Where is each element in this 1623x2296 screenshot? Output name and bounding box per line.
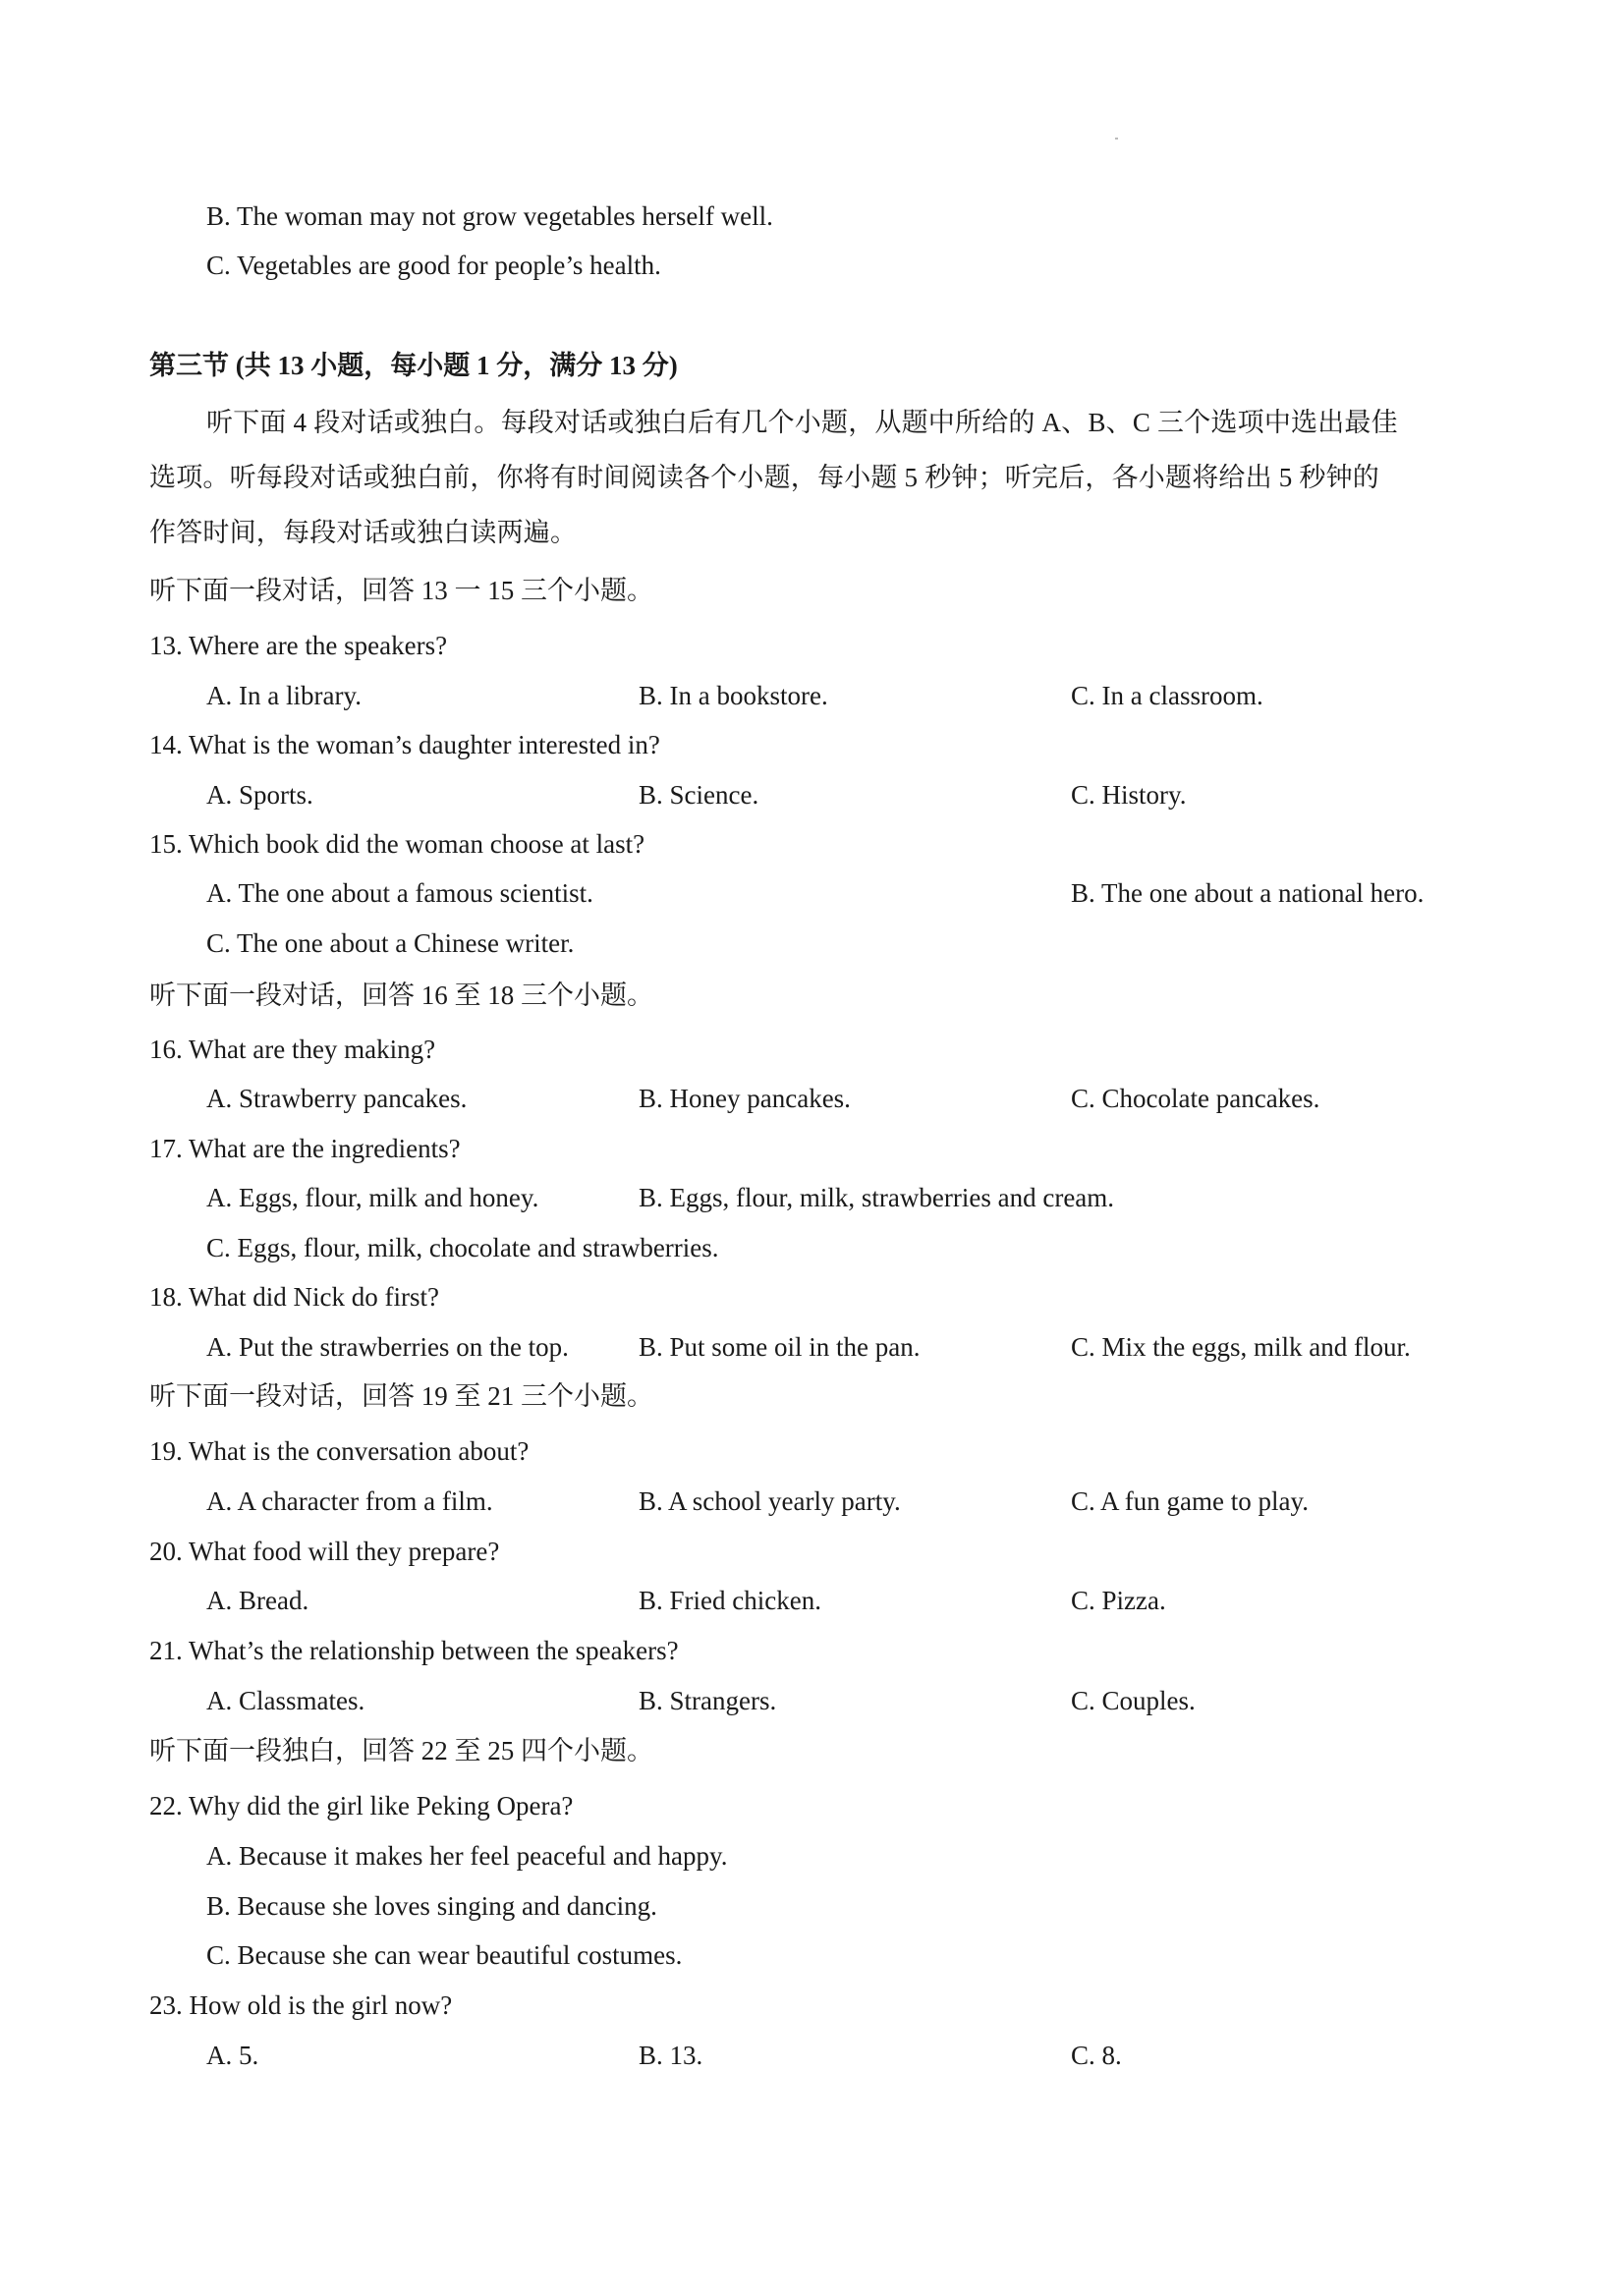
instructions-line-1: 听下面 4 段对话或独白。每段对话或独白后有几个小题，从题中所给的 A、B、C 三个选项中选出最佳	[206, 408, 1398, 437]
question-20-option-c: C. Pizza.	[1071, 1586, 1166, 1615]
instructions-line-3: 作答时间，每段对话或独白读两遍。	[149, 518, 578, 547]
question-17-option-b: B. Eggs, flour, milk, strawberries and cream.	[639, 1183, 1115, 1212]
question-19-option-b: B. A school yearly party.	[639, 1486, 901, 1516]
question-19-option-c: C. A fun game to play.	[1071, 1486, 1309, 1516]
group-intro-16-18: 听下面一段对话，回答 16 至 18 三个小题。	[149, 980, 653, 1010]
question-18-option-c: C. Mix the eggs, milk and flour.	[1071, 1332, 1411, 1362]
question-17-option-a: A. Eggs, flour, milk and honey.	[206, 1183, 539, 1212]
question-16-option-c: C. Chocolate pancakes.	[1071, 1084, 1320, 1113]
question-13-stem: 13. Where are the speakers?	[149, 631, 448, 660]
question-15-option-a: A. The one about a famous scientist.	[206, 878, 593, 908]
question-13-option-b: B. In a bookstore.	[639, 681, 828, 710]
question-14-option-c: C. History.	[1071, 780, 1187, 810]
question-16-stem: 16. What are they making?	[149, 1035, 436, 1064]
question-22-option-b: B. Because she loves singing and dancing.	[206, 1891, 657, 1921]
question-22-option-c: C. Because she can wear beautiful costumes.	[206, 1940, 683, 1970]
question-17-stem: 17. What are the ingredients?	[149, 1134, 461, 1163]
prev-option-b: B. The woman may not grow vegetables herself well.	[206, 201, 773, 231]
question-14-option-a: A. Sports.	[206, 780, 313, 810]
question-18-option-a: A. Put the strawberries on the top.	[206, 1332, 569, 1362]
question-21-option-a: A. Classmates.	[206, 1686, 365, 1715]
question-19-stem: 19. What is the conversation about?	[149, 1436, 530, 1466]
instructions-line-2: 选项。听每段对话或独白前，你将有时间阅读各个小题，每小题 5 秒钟；听完后，各小题将给出 5 秒钟的	[149, 463, 1379, 492]
question-23-option-b: B. 13.	[639, 2041, 703, 2070]
question-15-option-b: B. The one about a national hero.	[1071, 878, 1425, 908]
question-14-option-b: B. Science.	[639, 780, 759, 810]
question-13-option-a: A. In a library.	[206, 681, 362, 710]
question-16-option-a: A. Strawberry pancakes.	[206, 1084, 468, 1113]
question-23-stem: 23. How old is the girl now?	[149, 1990, 453, 2020]
question-22-option-a: A. Because it makes her feel peaceful and happy.	[206, 1841, 728, 1871]
question-22-stem: 22. Why did the girl like Peking Opera?	[149, 1791, 574, 1820]
question-23-option-c: C. 8.	[1071, 2041, 1122, 2070]
question-21-option-b: B. Strangers.	[639, 1686, 777, 1715]
question-15-stem: 15. Which book did the woman choose at last?	[149, 829, 645, 859]
question-20-option-a: A. Bread.	[206, 1586, 309, 1615]
question-18-option-b: B. Put some oil in the pan.	[639, 1332, 921, 1362]
section-heading: 第三节 (共 13 小题，每小题 1 分，满分 13 分)	[149, 351, 678, 380]
question-21-option-c: C. Couples.	[1071, 1686, 1196, 1715]
question-17-option-c: C. Eggs, flour, milk, chocolate and strawberries.	[206, 1233, 719, 1262]
question-20-option-b: B. Fried chicken.	[639, 1586, 821, 1615]
question-20-stem: 20. What food will they prepare?	[149, 1537, 500, 1566]
group-intro-13-15: 听下面一段对话，回答 13 一 15 三个小题。	[149, 576, 653, 605]
question-19-option-a: A. A character from a film.	[206, 1486, 493, 1516]
question-15-option-c: C. The one about a Chinese writer.	[206, 928, 575, 958]
prev-option-c: C. Vegetables are good for people’s health.	[206, 251, 661, 280]
question-14-stem: 14. What is the woman’s daughter interested in?	[149, 730, 660, 759]
question-21-stem: 21. What’s the relationship between the speakers?	[149, 1636, 679, 1665]
question-23-option-a: A. 5.	[206, 2041, 259, 2070]
question-18-stem: 18. What did Nick do first?	[149, 1282, 439, 1312]
group-intro-22-25: 听下面一段独白，回答 22 至 25 四个小题。	[149, 1736, 653, 1765]
question-13-option-c: C. In a classroom.	[1071, 681, 1263, 710]
scan-speck	[1115, 138, 1118, 140]
question-16-option-b: B. Honey pancakes.	[639, 1084, 851, 1113]
group-intro-19-21: 听下面一段对话，回答 19 至 21 三个小题。	[149, 1381, 653, 1411]
